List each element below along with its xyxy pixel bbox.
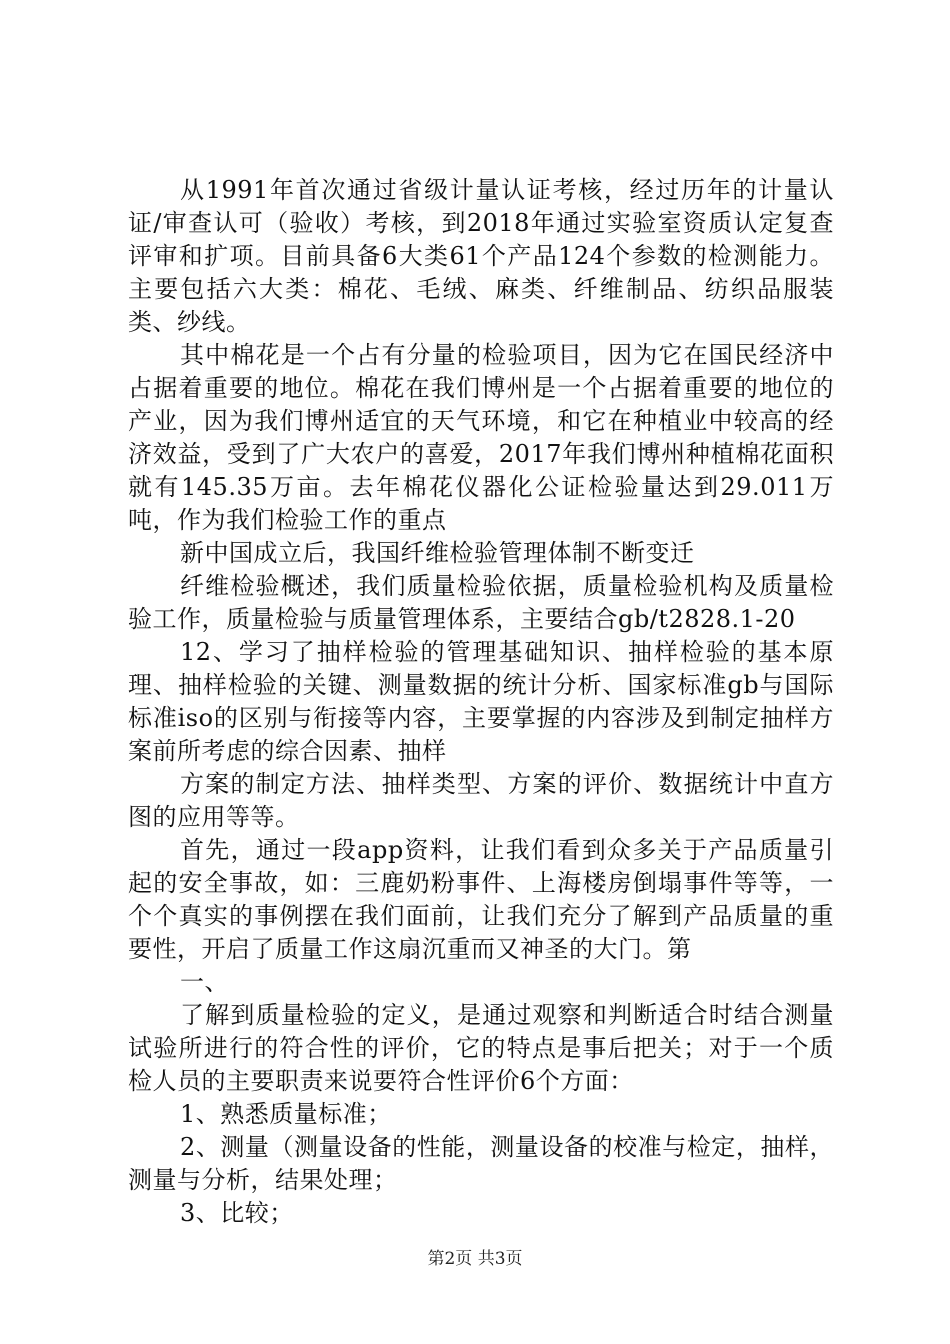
paragraph-7: 首先，通过一段app资料，让我们看到众多关于产品质量引起的安全事故，如：三鹿奶粉事件、上海楼房倒塌事件等等，一个个真实的事例摆在我们面前，让我们充分了解到产品质量的重要性，开启了质量工作这扇沉重而又神圣的大门。第 — [128, 836, 834, 963]
list-item-1: 1、熟悉质量标准； — [180, 1100, 392, 1128]
paragraph-4: 纤维检验概述，我们质量检验依据，质量检验机构及质量检验工作，质量检验与质量管理体系，主要结合gb/t2828.1-20 — [128, 572, 834, 633]
paragraph-3: 新中国成立后，我国纤维检验管理体制不断变迁 — [180, 539, 695, 567]
document-body — [128, 174, 834, 1230]
paragraph-1: 从1991年首次通过省级计量认证考核，经过历年的计量认证/审查认可（验收）考核，到2018年通过实验室资质认定复查评审和扩项。目前具备6大类61个产品124个参数的检测能力。主要包括六大类：棉花、毛绒、麻类、纤维制品、纺织品服装类、纱线。 — [128, 176, 834, 336]
paragraph-9: 了解到质量检验的定义，是通过观察和判断适合时结合测量试验所进行的符合性的评价，它的特点是事后把关；对于一个质检人员的主要职责来说要符合性评价6个方面： — [128, 1001, 834, 1095]
list-item-2: 2、测量（测量设备的性能，测量设备的校准与检定，抽样，测量与分析，结果处理； — [128, 1133, 834, 1194]
paragraph-6: 方案的制定方法、抽样类型、方案的评价、数据统计中直方图的应用等等。 — [128, 770, 834, 831]
page-number-footer: 第2页 共3页 — [427, 1249, 523, 1269]
paragraph-5: 12、学习了抽样检验的管理基础知识、抽样检验的基本原理、抽样检验的关键、测量数据的统计分析、国家标准gb与国际标准iso的区别与衔接等内容，主要掌握的内容涉及到制定抽样方案前所考虑的综合因素、抽样 — [128, 638, 834, 765]
list-item-3: 3、比较； — [180, 1199, 294, 1227]
paragraph-2: 其中棉花是一个占有分量的检验项目，因为它在国民经济中占据着重要的地位。棉花在我们博州是一个占据着重要的地位的产业，因为我们博州适宜的天气环境，和它在种植业中较高的经济效益，受到了广大农户的喜爱，2017年我们博州种植棉花面积就有145.35万亩。去年棉花仪器化公证检验量达到29.011万吨，作为我们检验工作的重点 — [128, 341, 834, 534]
paragraph-8: 一、 — [180, 968, 229, 996]
